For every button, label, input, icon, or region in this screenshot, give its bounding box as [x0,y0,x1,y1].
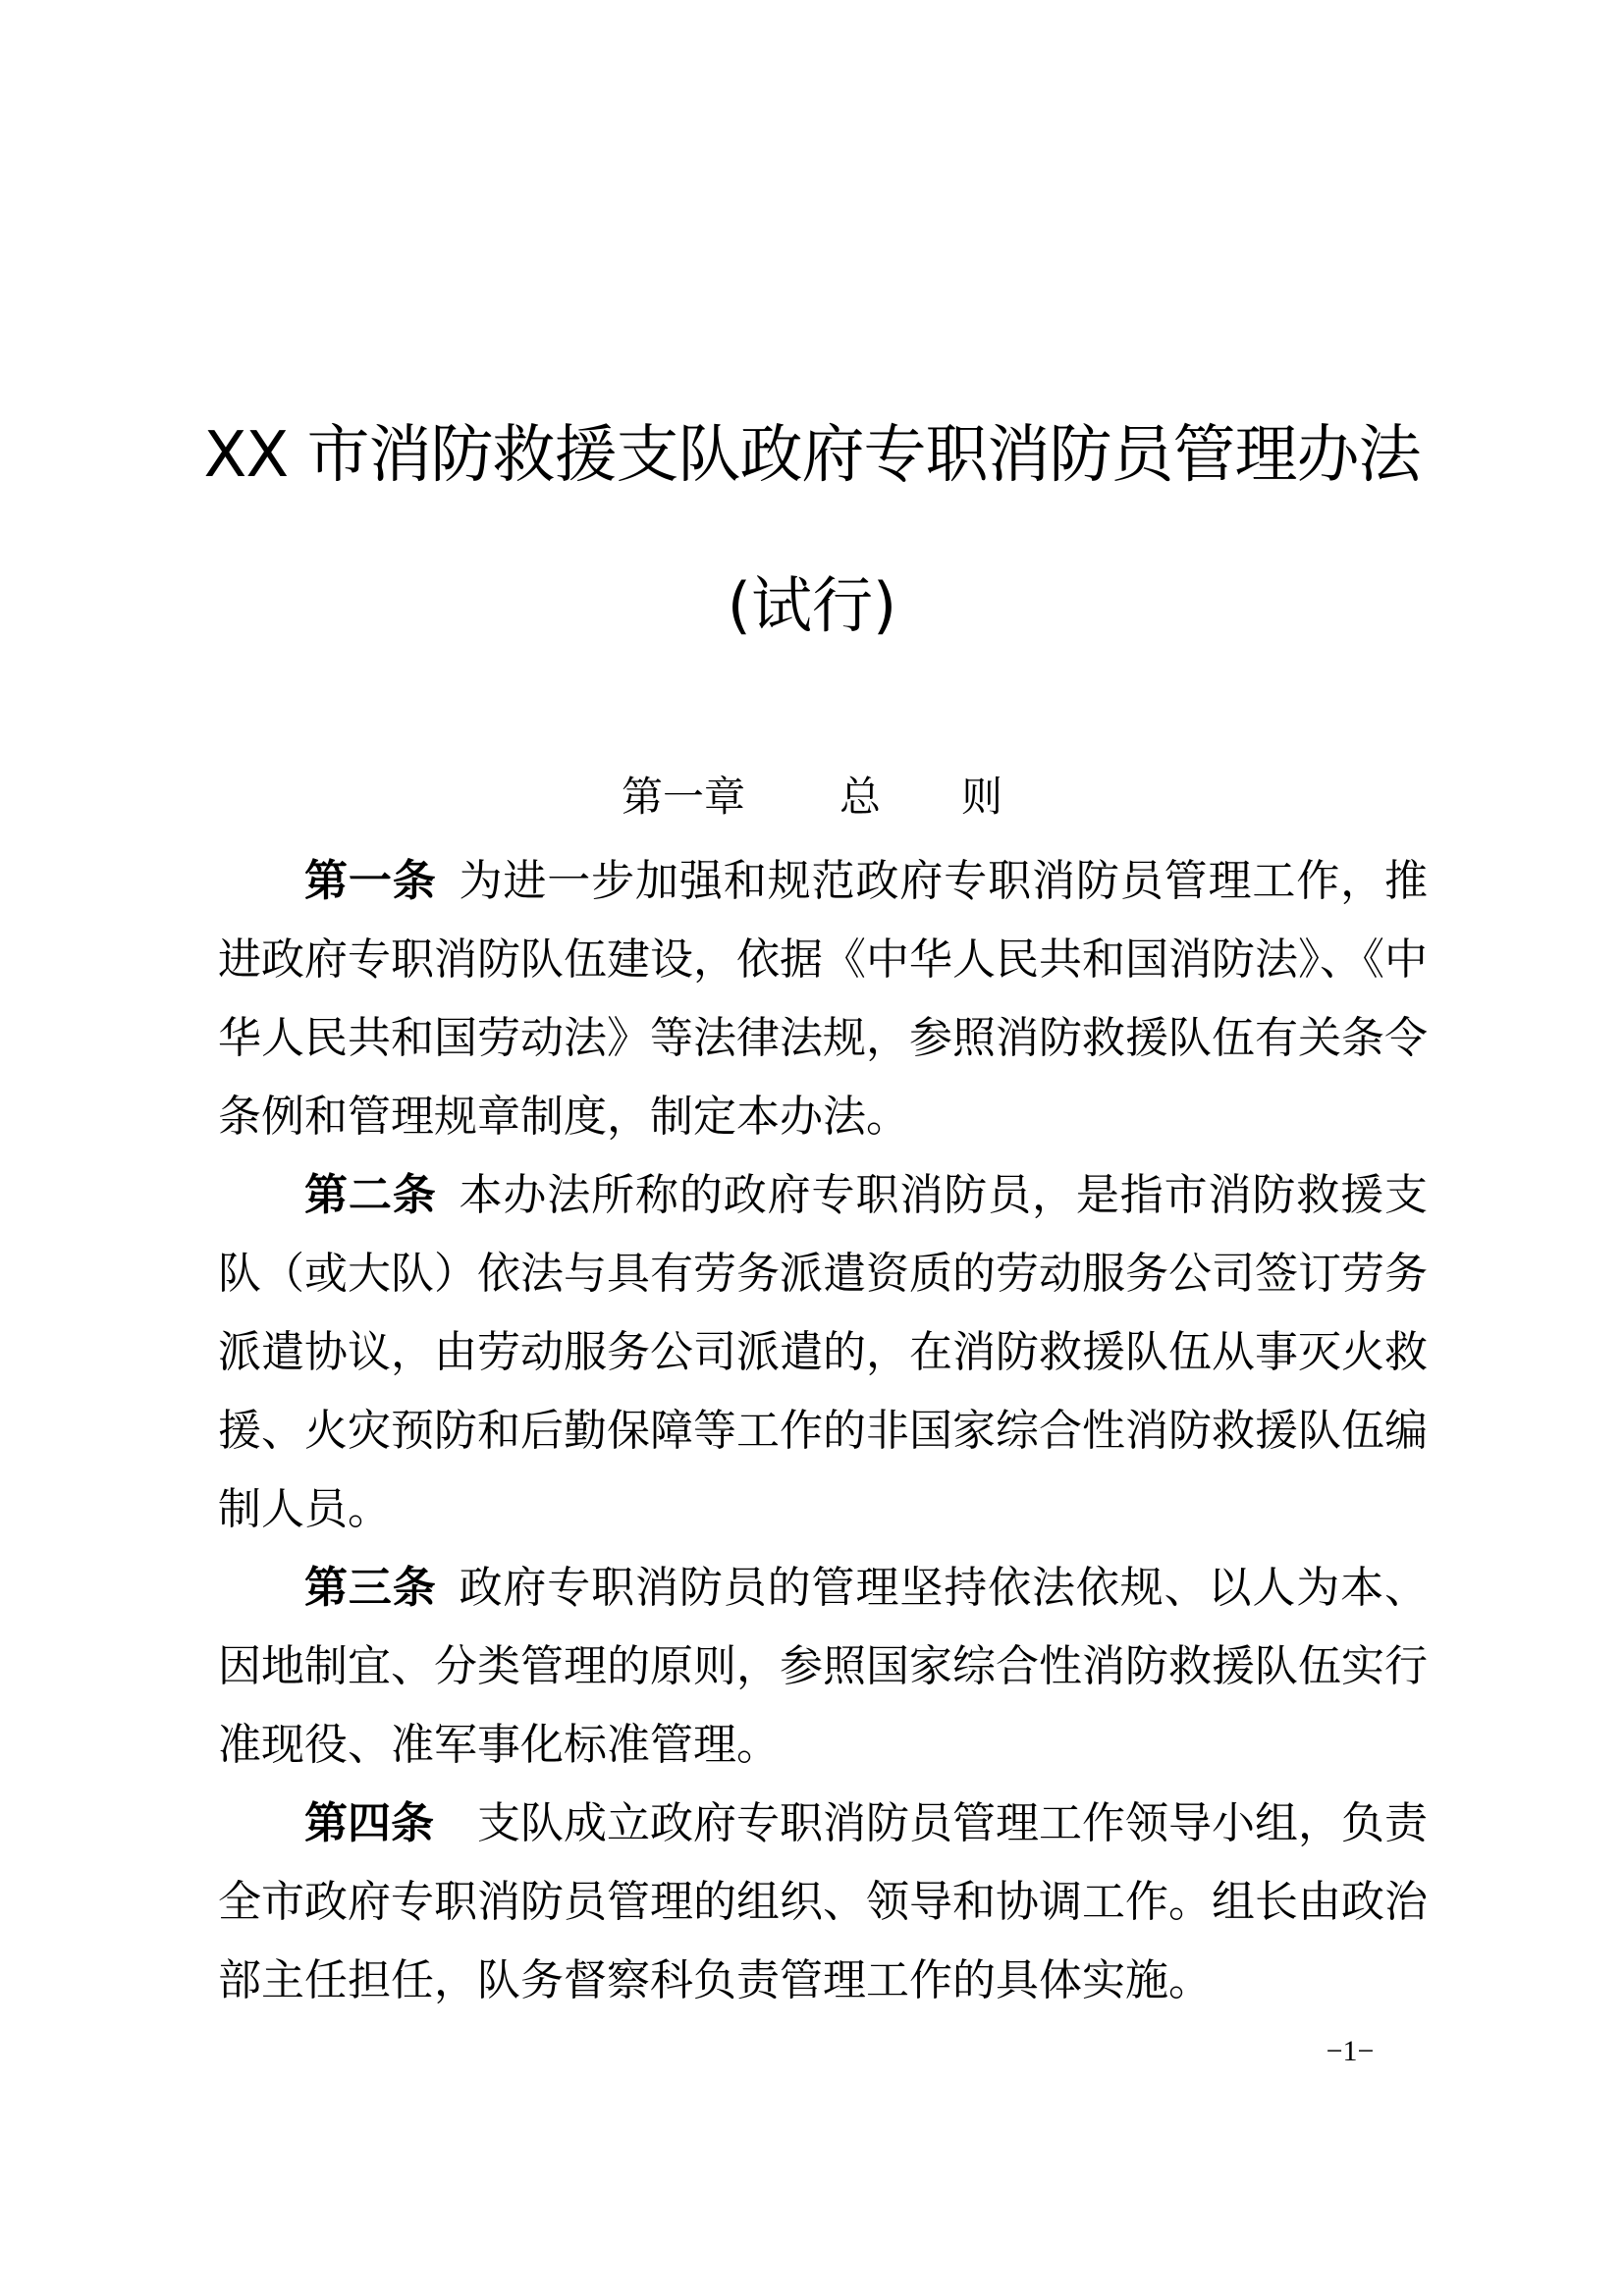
article-1 [218,842,1428,1156]
body-text [218,842,1428,2020]
chapter-name-part2: 则 [961,773,1003,821]
chapter-name-part1: 总 [839,773,881,821]
article-text: 为进一步加强和规范政府专职消防员管理工作，推进政府专职消防队伍建设，依据《中华人民共和国消防法》、《中华人民共和国劳动法》等法律法规，参照消防救援队伍有关条令条例和管理规章制度，制定本办法。 [218,856,1428,1142]
chapter-label: 第一章 [621,773,745,821]
article-text: 本办法所称的政府专职消防员，是指市消防救援支队（或大队）依法与具有劳务派遣资质的劳动服务公司签订劳务派遣协议，由劳动服务公司派遣的，在消防救援队伍从事灭火救援、火灾预防和后勤保障等工作的非国家综合性消防救援队伍编制人员。 [218,1170,1428,1534]
article-number: 第二条 [304,1170,437,1220]
article-3 [218,1549,1428,1785]
page-number: −1− [1326,2035,1375,2067]
article-text: 政府专职消防员的管理坚持依法依规、以人为本、因地制宜、分类管理的原则，参照国家综合性消防救援队伍实行准现役、准军事化标准管理。 [218,1563,1428,1770]
article-number: 第一条 [304,856,437,906]
article-4 [218,1785,1428,2020]
chapter-heading [0,758,1624,836]
article-2 [218,1156,1428,1549]
article-number: 第四条 [304,1798,434,1848]
document-title: XX 市消防救援支队政府专职消防员管理办法 [203,419,1421,492]
article-text: 支队成立政府专职消防员管理工作领导小组，负责全市政府专职消防员管理的组织、领导和协调工作。组长由政治部主任担任，队务督察科负责管理工作的具体实施。 [218,1798,1428,2005]
article-number: 第三条 [304,1563,437,1613]
document-subtitle: (试行) [727,569,897,641]
